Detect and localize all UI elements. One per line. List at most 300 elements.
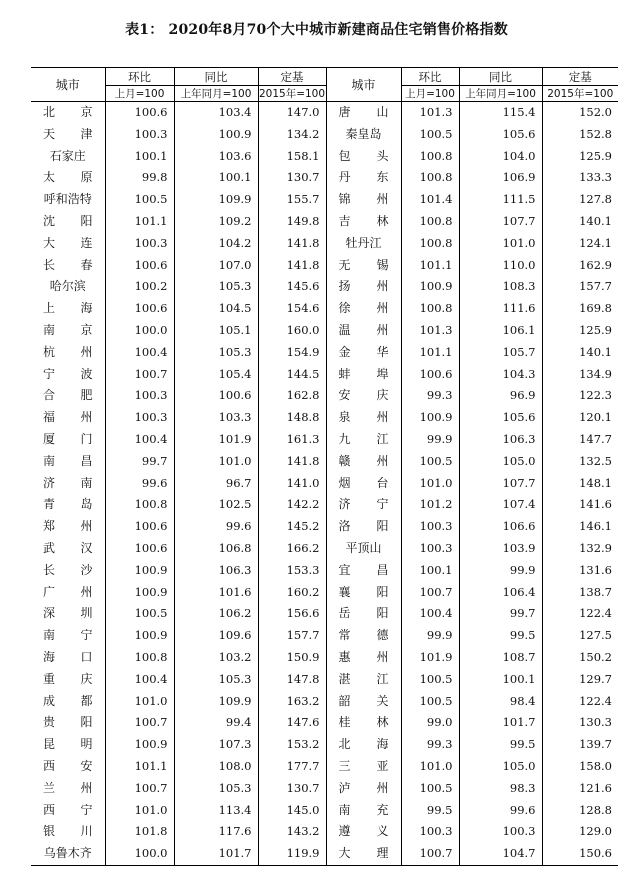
mom-value-left: 100.6	[105, 102, 174, 124]
yoy-value-left: 100.9	[174, 124, 258, 146]
mom-value-left: 100.7	[105, 712, 174, 734]
mom-value-right: 99.9	[401, 429, 459, 451]
yoy-value-left: 99.6	[174, 516, 258, 538]
city-name-right	[326, 560, 401, 582]
city-name-right	[326, 276, 401, 298]
mom-value-right: 101.3	[401, 320, 459, 342]
city-name-right	[326, 385, 401, 407]
city-label: 重 庆	[43, 671, 93, 686]
yoy-value-left: 103.2	[174, 647, 258, 669]
city-name-right	[326, 102, 401, 124]
yoy-value-right: 108.7	[459, 647, 542, 669]
table-row	[31, 276, 618, 298]
yoy-value-right: 108.3	[459, 276, 542, 298]
yoy-value-left: 101.0	[174, 451, 258, 473]
header-city-right: 城市	[326, 68, 401, 102]
city-label: 济 南	[43, 475, 93, 490]
yoy-value-left: 107.0	[174, 255, 258, 277]
base-value-right: 147.7	[542, 429, 618, 451]
city-label: 长 沙	[43, 562, 93, 577]
base-value-left: 143.2	[258, 821, 326, 843]
yoy-value-left: 104.5	[174, 298, 258, 320]
city-name-right	[326, 407, 401, 429]
mom-value-left: 101.1	[105, 756, 174, 778]
city-name-right	[326, 146, 401, 168]
city-label: 济 宁	[338, 497, 389, 512]
city-name-right	[326, 124, 401, 146]
yoy-value-right: 106.6	[459, 516, 542, 538]
table-row	[31, 407, 618, 429]
header-base-sub-right: 2015年=100	[542, 86, 618, 102]
header-yoy-sub-right: 上年同月=100	[459, 86, 542, 102]
mom-value-right: 100.5	[401, 124, 459, 146]
city-name-left	[31, 385, 105, 407]
base-value-left: 160.0	[258, 320, 326, 342]
mom-value-left: 100.8	[105, 647, 174, 669]
mom-value-left: 100.4	[105, 342, 174, 364]
city-name-right	[326, 516, 401, 538]
base-value-right: 132.5	[542, 451, 618, 473]
city-label: 深 圳	[43, 606, 93, 621]
city-label: 秦皇岛	[345, 126, 382, 141]
yoy-value-right: 104.3	[459, 364, 542, 386]
base-value-left: 150.9	[258, 647, 326, 669]
yoy-value-left: 96.7	[174, 473, 258, 495]
header-mom-sub-left: 上月=100	[105, 86, 174, 102]
base-value-left: 145.0	[258, 800, 326, 822]
mom-value-right: 101.2	[401, 494, 459, 516]
base-value-left: 141.8	[258, 451, 326, 473]
mom-value-right: 100.7	[401, 582, 459, 604]
base-value-right: 157.7	[542, 276, 618, 298]
city-name-left	[31, 516, 105, 538]
base-value-right: 130.3	[542, 712, 618, 734]
city-name-right	[326, 582, 401, 604]
city-name-left	[31, 189, 105, 211]
city-label: 大 连	[43, 235, 93, 250]
table-row	[31, 800, 618, 822]
city-label: 徐 州	[338, 301, 389, 316]
mom-value-left: 100.9	[105, 625, 174, 647]
city-label: 安 庆	[338, 388, 389, 403]
mom-value-right: 100.8	[401, 146, 459, 168]
table-row	[31, 364, 618, 386]
city-label: 洛 阳	[338, 519, 389, 534]
table-row	[31, 473, 618, 495]
price-index-table	[31, 67, 618, 866]
mom-value-left: 100.3	[105, 124, 174, 146]
city-name-right	[326, 800, 401, 822]
city-name-left	[31, 276, 105, 298]
base-value-right: 139.7	[542, 734, 618, 756]
city-name-right	[326, 603, 401, 625]
city-label: 锦 州	[338, 192, 389, 207]
yoy-value-left: 105.3	[174, 669, 258, 691]
mom-value-right: 100.6	[401, 364, 459, 386]
yoy-value-left: 105.3	[174, 276, 258, 298]
table-row	[31, 516, 618, 538]
yoy-value-left: 106.8	[174, 538, 258, 560]
city-label: 吉 林	[338, 213, 389, 228]
city-name-right	[326, 451, 401, 473]
table-row	[31, 298, 618, 320]
base-value-left: 154.9	[258, 342, 326, 364]
city-label: 郑 州	[43, 519, 93, 534]
yoy-value-left: 109.9	[174, 691, 258, 713]
city-label: 石家庄	[49, 148, 86, 163]
city-name-left	[31, 167, 105, 189]
table-row	[31, 734, 618, 756]
base-value-right: 129.7	[542, 669, 618, 691]
table-row	[31, 494, 618, 516]
city-name-right	[326, 298, 401, 320]
mom-value-left: 100.3	[105, 233, 174, 255]
yoy-value-left: 105.3	[174, 778, 258, 800]
mom-value-right: 100.3	[401, 516, 459, 538]
base-value-right: 127.5	[542, 625, 618, 647]
city-label: 北 京	[43, 105, 93, 119]
base-value-right: 129.0	[542, 821, 618, 843]
yoy-value-left: 106.3	[174, 560, 258, 582]
base-value-right: 121.6	[542, 778, 618, 800]
mom-value-left: 100.0	[105, 843, 174, 865]
table-row	[31, 647, 618, 669]
header-mom-right: 环比	[401, 68, 459, 86]
city-name-right	[326, 538, 401, 560]
base-value-right: 152.8	[542, 124, 618, 146]
base-value-right: 150.2	[542, 647, 618, 669]
yoy-value-right: 98.3	[459, 778, 542, 800]
city-name-right	[326, 429, 401, 451]
city-name-left	[31, 712, 105, 734]
city-label: 厦 门	[43, 431, 93, 446]
city-label: 南 充	[338, 802, 389, 817]
base-value-right: 152.0	[542, 102, 618, 124]
base-value-right: 131.6	[542, 560, 618, 582]
mom-value-left: 100.5	[105, 603, 174, 625]
city-label: 常 德	[338, 628, 389, 643]
base-value-right: 122.4	[542, 603, 618, 625]
base-value-left: 142.2	[258, 494, 326, 516]
mom-value-right: 101.1	[401, 255, 459, 277]
mom-value-left: 101.0	[105, 691, 174, 713]
base-value-left: 162.8	[258, 385, 326, 407]
mom-value-left: 100.2	[105, 276, 174, 298]
table-row	[31, 451, 618, 473]
city-label: 兰 州	[43, 780, 93, 795]
base-value-right: 125.9	[542, 320, 618, 342]
city-label: 青 岛	[43, 497, 93, 512]
city-label: 泸 州	[338, 780, 389, 795]
mom-value-left: 100.7	[105, 778, 174, 800]
yoy-value-right: 99.5	[459, 625, 542, 647]
base-value-left: 141.0	[258, 473, 326, 495]
city-name-left	[31, 756, 105, 778]
mom-value-right: 100.5	[401, 669, 459, 691]
city-name-right	[326, 778, 401, 800]
city-name-left	[31, 233, 105, 255]
city-name-left	[31, 342, 105, 364]
city-name-left	[31, 582, 105, 604]
table-row	[31, 625, 618, 647]
mom-value-left: 100.7	[105, 364, 174, 386]
mom-value-right: 99.0	[401, 712, 459, 734]
yoy-value-left: 101.9	[174, 429, 258, 451]
yoy-value-right: 107.7	[459, 473, 542, 495]
base-value-left: 145.2	[258, 516, 326, 538]
yoy-value-right: 106.9	[459, 167, 542, 189]
yoy-value-left: 109.2	[174, 211, 258, 233]
mom-value-right: 100.9	[401, 276, 459, 298]
mom-value-right: 101.1	[401, 342, 459, 364]
base-value-left: 130.7	[258, 167, 326, 189]
base-value-right: 148.1	[542, 473, 618, 495]
yoy-value-right: 101.7	[459, 712, 542, 734]
city-label: 大 理	[338, 846, 389, 861]
mom-value-right: 101.9	[401, 647, 459, 669]
city-label: 烟 台	[338, 475, 389, 490]
base-value-left: 130.7	[258, 778, 326, 800]
mom-value-left: 100.6	[105, 298, 174, 320]
yoy-value-left: 106.2	[174, 603, 258, 625]
table-row	[31, 560, 618, 582]
city-name-left	[31, 843, 105, 865]
table-row	[31, 342, 618, 364]
yoy-value-right: 110.0	[459, 255, 542, 277]
city-label: 天 津	[43, 126, 93, 141]
city-name-left	[31, 364, 105, 386]
city-label: 北 海	[338, 737, 389, 752]
city-label: 惠 州	[338, 649, 389, 664]
city-label: 宜 昌	[338, 562, 389, 577]
yoy-value-left: 104.2	[174, 233, 258, 255]
yoy-value-left: 117.6	[174, 821, 258, 843]
city-label: 丹 东	[338, 170, 389, 185]
yoy-value-right: 105.0	[459, 756, 542, 778]
city-label: 牡丹江	[345, 235, 382, 250]
base-value-right: 122.3	[542, 385, 618, 407]
yoy-value-right: 106.1	[459, 320, 542, 342]
city-name-left	[31, 407, 105, 429]
yoy-value-right: 107.7	[459, 211, 542, 233]
base-value-right: 140.1	[542, 211, 618, 233]
city-label: 温 州	[338, 322, 389, 337]
base-value-left: 154.6	[258, 298, 326, 320]
city-name-left	[31, 473, 105, 495]
city-name-right	[326, 821, 401, 843]
mom-value-left: 101.1	[105, 211, 174, 233]
mom-value-right: 100.7	[401, 843, 459, 865]
city-label: 岳 阳	[338, 606, 389, 621]
yoy-value-right: 99.9	[459, 560, 542, 582]
base-value-right: 127.8	[542, 189, 618, 211]
table-row	[31, 582, 618, 604]
city-name-left	[31, 647, 105, 669]
city-label: 福 州	[43, 410, 93, 425]
city-name-right	[326, 625, 401, 647]
city-label: 泉 州	[338, 410, 389, 425]
yoy-value-left: 105.4	[174, 364, 258, 386]
mom-value-right: 100.5	[401, 451, 459, 473]
base-value-left: 153.2	[258, 734, 326, 756]
table-row	[31, 603, 618, 625]
mom-value-right: 101.3	[401, 102, 459, 124]
city-label: 贵 阳	[43, 715, 93, 730]
city-label: 平顶山	[345, 540, 382, 555]
yoy-value-right: 98.4	[459, 691, 542, 713]
mom-value-right: 100.8	[401, 233, 459, 255]
city-label: 哈尔滨	[49, 279, 86, 294]
yoy-value-right: 101.0	[459, 233, 542, 255]
city-label: 武 汉	[43, 540, 93, 555]
mom-value-left: 100.5	[105, 189, 174, 211]
city-name-left	[31, 603, 105, 625]
city-name-right	[326, 189, 401, 211]
yoy-value-right: 99.5	[459, 734, 542, 756]
table-row	[31, 211, 618, 233]
base-value-right: 134.9	[542, 364, 618, 386]
city-name-left	[31, 451, 105, 473]
table-row	[31, 429, 618, 451]
mom-value-right: 100.8	[401, 167, 459, 189]
city-label: 唐 山	[338, 105, 389, 119]
city-name-left	[31, 146, 105, 168]
yoy-value-right: 111.5	[459, 189, 542, 211]
table-row	[31, 712, 618, 734]
yoy-value-left: 103.3	[174, 407, 258, 429]
yoy-value-right: 115.4	[459, 102, 542, 124]
yoy-value-left: 102.5	[174, 494, 258, 516]
base-value-right: 132.9	[542, 538, 618, 560]
table-row	[31, 189, 618, 211]
table-row	[31, 669, 618, 691]
city-label: 桂 林	[338, 715, 389, 730]
city-label: 杭 州	[43, 344, 93, 359]
mom-value-right: 101.4	[401, 189, 459, 211]
mom-value-left: 100.0	[105, 320, 174, 342]
yoy-value-left: 101.7	[174, 843, 258, 865]
mom-value-right: 101.0	[401, 473, 459, 495]
yoy-value-right: 99.6	[459, 800, 542, 822]
city-label: 南 宁	[43, 628, 93, 643]
mom-value-right: 100.8	[401, 298, 459, 320]
header-base-left: 定基	[258, 68, 326, 86]
header-mom-sub-right: 上月=100	[401, 86, 459, 102]
city-label: 湛 江	[338, 671, 389, 686]
base-value-left: 161.3	[258, 429, 326, 451]
city-label: 沈 阳	[43, 213, 93, 228]
base-value-left: 160.2	[258, 582, 326, 604]
city-label: 呼和浩特	[43, 192, 92, 207]
table-row	[31, 843, 618, 865]
city-name-left	[31, 494, 105, 516]
yoy-value-left: 105.1	[174, 320, 258, 342]
header-base-right: 定基	[542, 68, 618, 86]
city-label: 遵 义	[338, 824, 389, 839]
base-value-left: 119.9	[258, 843, 326, 865]
city-name-right	[326, 712, 401, 734]
city-name-left	[31, 429, 105, 451]
base-value-left: 144.5	[258, 364, 326, 386]
yoy-value-left: 109.9	[174, 189, 258, 211]
city-name-right	[326, 494, 401, 516]
base-value-right: 138.7	[542, 582, 618, 604]
yoy-value-left: 107.3	[174, 734, 258, 756]
table-row	[31, 778, 618, 800]
yoy-value-right: 96.9	[459, 385, 542, 407]
mom-value-left: 100.9	[105, 560, 174, 582]
city-name-right	[326, 756, 401, 778]
header-mom-left: 环比	[105, 68, 174, 86]
mom-value-left: 99.8	[105, 167, 174, 189]
base-value-left: 163.2	[258, 691, 326, 713]
city-name-left	[31, 211, 105, 233]
city-label: 宁 波	[43, 366, 93, 381]
city-name-right	[326, 647, 401, 669]
mom-value-left: 100.6	[105, 516, 174, 538]
base-value-left: 155.7	[258, 189, 326, 211]
city-name-left	[31, 778, 105, 800]
city-label: 赣 州	[338, 453, 389, 468]
yoy-value-left: 99.4	[174, 712, 258, 734]
city-name-left	[31, 800, 105, 822]
table-row	[31, 385, 618, 407]
city-label: 海 口	[43, 649, 93, 664]
base-value-right: 125.9	[542, 146, 618, 168]
header-yoy-sub-left: 上年同月=100	[174, 86, 258, 102]
table-row	[31, 821, 618, 843]
city-name-left	[31, 538, 105, 560]
table-title: 表1： 2020年8月70个大中城市新建商品住宅销售价格指数	[125, 22, 508, 38]
city-name-left	[31, 320, 105, 342]
base-value-right: 124.1	[542, 233, 618, 255]
base-value-right: 146.1	[542, 516, 618, 538]
table-row	[31, 691, 618, 713]
table-row	[31, 233, 618, 255]
mom-value-right: 99.3	[401, 734, 459, 756]
yoy-value-right: 105.0	[459, 451, 542, 473]
base-value-left: 141.8	[258, 255, 326, 277]
mom-value-left: 100.6	[105, 255, 174, 277]
city-name-right	[326, 364, 401, 386]
city-name-left	[31, 298, 105, 320]
mom-value-left: 100.1	[105, 146, 174, 168]
city-name-right	[326, 320, 401, 342]
city-label: 韶 关	[338, 693, 389, 708]
mom-value-left: 100.9	[105, 582, 174, 604]
header-yoy-right: 同比	[459, 68, 542, 86]
mom-value-left: 100.3	[105, 407, 174, 429]
base-value-left: 158.1	[258, 146, 326, 168]
yoy-value-right: 105.6	[459, 407, 542, 429]
city-label: 乌鲁木齐	[43, 846, 92, 861]
base-value-left: 166.2	[258, 538, 326, 560]
yoy-value-right: 104.7	[459, 843, 542, 865]
mom-value-right: 99.3	[401, 385, 459, 407]
city-label: 合 肥	[43, 388, 93, 403]
header-row-sub	[31, 86, 618, 102]
base-value-right: 140.1	[542, 342, 618, 364]
base-value-right: 141.6	[542, 494, 618, 516]
city-name-right	[326, 691, 401, 713]
city-name-left	[31, 669, 105, 691]
city-label: 太 原	[43, 170, 93, 185]
city-name-right	[326, 734, 401, 756]
yoy-value-left: 113.4	[174, 800, 258, 822]
mom-value-right: 100.5	[401, 691, 459, 713]
mom-value-left: 100.4	[105, 669, 174, 691]
table-row	[31, 102, 618, 124]
